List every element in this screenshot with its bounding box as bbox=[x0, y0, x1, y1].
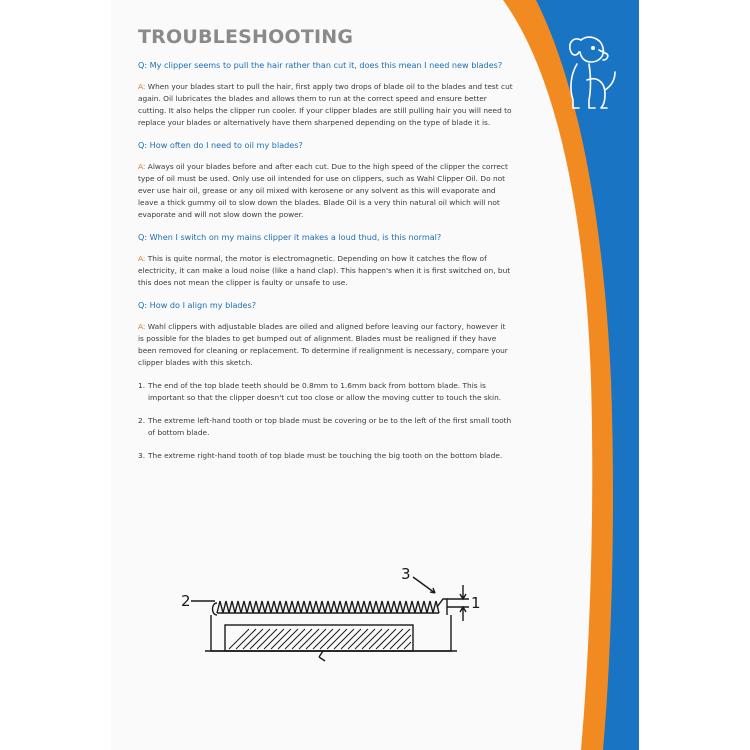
crack-mark-2 bbox=[319, 657, 325, 661]
page-title: TROUBLESHOOTING bbox=[138, 26, 354, 48]
step-item bbox=[138, 380, 513, 404]
step-number: 3. bbox=[138, 451, 146, 460]
faq-answer bbox=[138, 321, 513, 369]
step-number: 2. bbox=[138, 416, 146, 425]
blade-alignment-sketch bbox=[181, 563, 481, 673]
step-text: The extreme right-hand tooth of top blade must be touching the big tooth on the bottom blade. bbox=[148, 451, 503, 460]
left-end-hook bbox=[213, 603, 218, 615]
faq-answer bbox=[138, 253, 513, 289]
dimension-arrow-up bbox=[460, 585, 466, 599]
hatch-line bbox=[397, 635, 411, 649]
troubleshooting-content bbox=[138, 26, 513, 473]
answer-label: A: bbox=[138, 82, 146, 91]
sketch-label-three: 3 bbox=[401, 565, 411, 583]
crack-mark bbox=[319, 651, 323, 657]
manual-page bbox=[111, 0, 639, 750]
hatch-line bbox=[404, 642, 411, 649]
step-item bbox=[138, 450, 513, 462]
faq-item bbox=[138, 140, 513, 221]
faq-question: Q: How do I align my blades? bbox=[138, 300, 257, 310]
faq-item bbox=[138, 300, 513, 369]
answer-text: Wahl clippers with adjustable blades are oiled and aligned before leaving our factory, however it is possible for the blades to get bumped out of alignment. Blades must be realigned if they have been removed for cleaning or replacement. To determine if realignment is necessary, compare your clipper blades with this sketch. bbox=[138, 322, 508, 367]
answer-label: A: bbox=[138, 162, 146, 171]
block-hatching bbox=[229, 629, 411, 649]
sketch-label-one: 1 bbox=[471, 594, 481, 612]
answer-label: A: bbox=[138, 322, 146, 331]
faq-question: Q: When I switch on my mains clipper it makes a loud thud, is this normal? bbox=[138, 232, 442, 242]
answer-label: A: bbox=[138, 254, 146, 263]
faq-answer bbox=[138, 81, 513, 129]
step-text: The extreme left-hand tooth or top blade must be covering or be to the left of the first small tooth of bottom blade. bbox=[148, 416, 512, 437]
teeth-zigzag bbox=[217, 601, 439, 613]
answer-text: Always oil your blades before and after each cut. Due to the high speed of the clipper the correct type of oil must be used. Only use oil intended for use on clippers, such as Wahl Clipper Oil. Do not ever use hair oil, grease or any oil mixed with kerosene or any solvent as this will evaporate and leave a thick gummy oil to slow down the blades. Blade Oil is a very thin natural oil which will not evaporate and will not slow down the power. bbox=[138, 162, 508, 219]
dimension-arrow-down bbox=[460, 607, 466, 621]
step-item bbox=[138, 415, 513, 439]
blue-swoosh bbox=[536, 0, 639, 750]
step-text: The end of the top blade teeth should be 0.8mm to 1.6mm back from bottom blade. This is important so that the clipper doesn't cut too close or allow the moving cutter to touch the skin. bbox=[148, 381, 502, 402]
answer-text: This is quite normal, the motor is electromagnetic. Depending on how it catches the flow of electricity, it can make a loud noise (like a hand clap). This happen's when it is first switched on, but this does not mean the clipper is faulty or unsafe to use. bbox=[138, 254, 511, 287]
step-number: 1. bbox=[138, 381, 146, 390]
answer-text: When your blades start to pull the hair, first apply two drops of blade oil to the blades and test cut again. Oil lubricates the blades and allows them to run at the correct speed and ensure better cutting. It also helps the clipper run cooler. If your clipper blades are still pulling hair you will need to replace your blades or alternatively have them sharpened depending on the type of blade it is. bbox=[138, 82, 513, 127]
faq-answer bbox=[138, 161, 513, 221]
sketch-label-two: 2 bbox=[181, 592, 191, 610]
label-3-arrow bbox=[413, 577, 435, 593]
faq-item bbox=[138, 232, 513, 289]
faq-item bbox=[138, 60, 513, 129]
alignment-steps bbox=[138, 380, 513, 462]
faq-question: Q: How often do I need to oil my blades? bbox=[138, 140, 303, 150]
faq-question: Q: My clipper seems to pull the hair rather than cut it, does this mean I need new blades? bbox=[138, 60, 503, 70]
